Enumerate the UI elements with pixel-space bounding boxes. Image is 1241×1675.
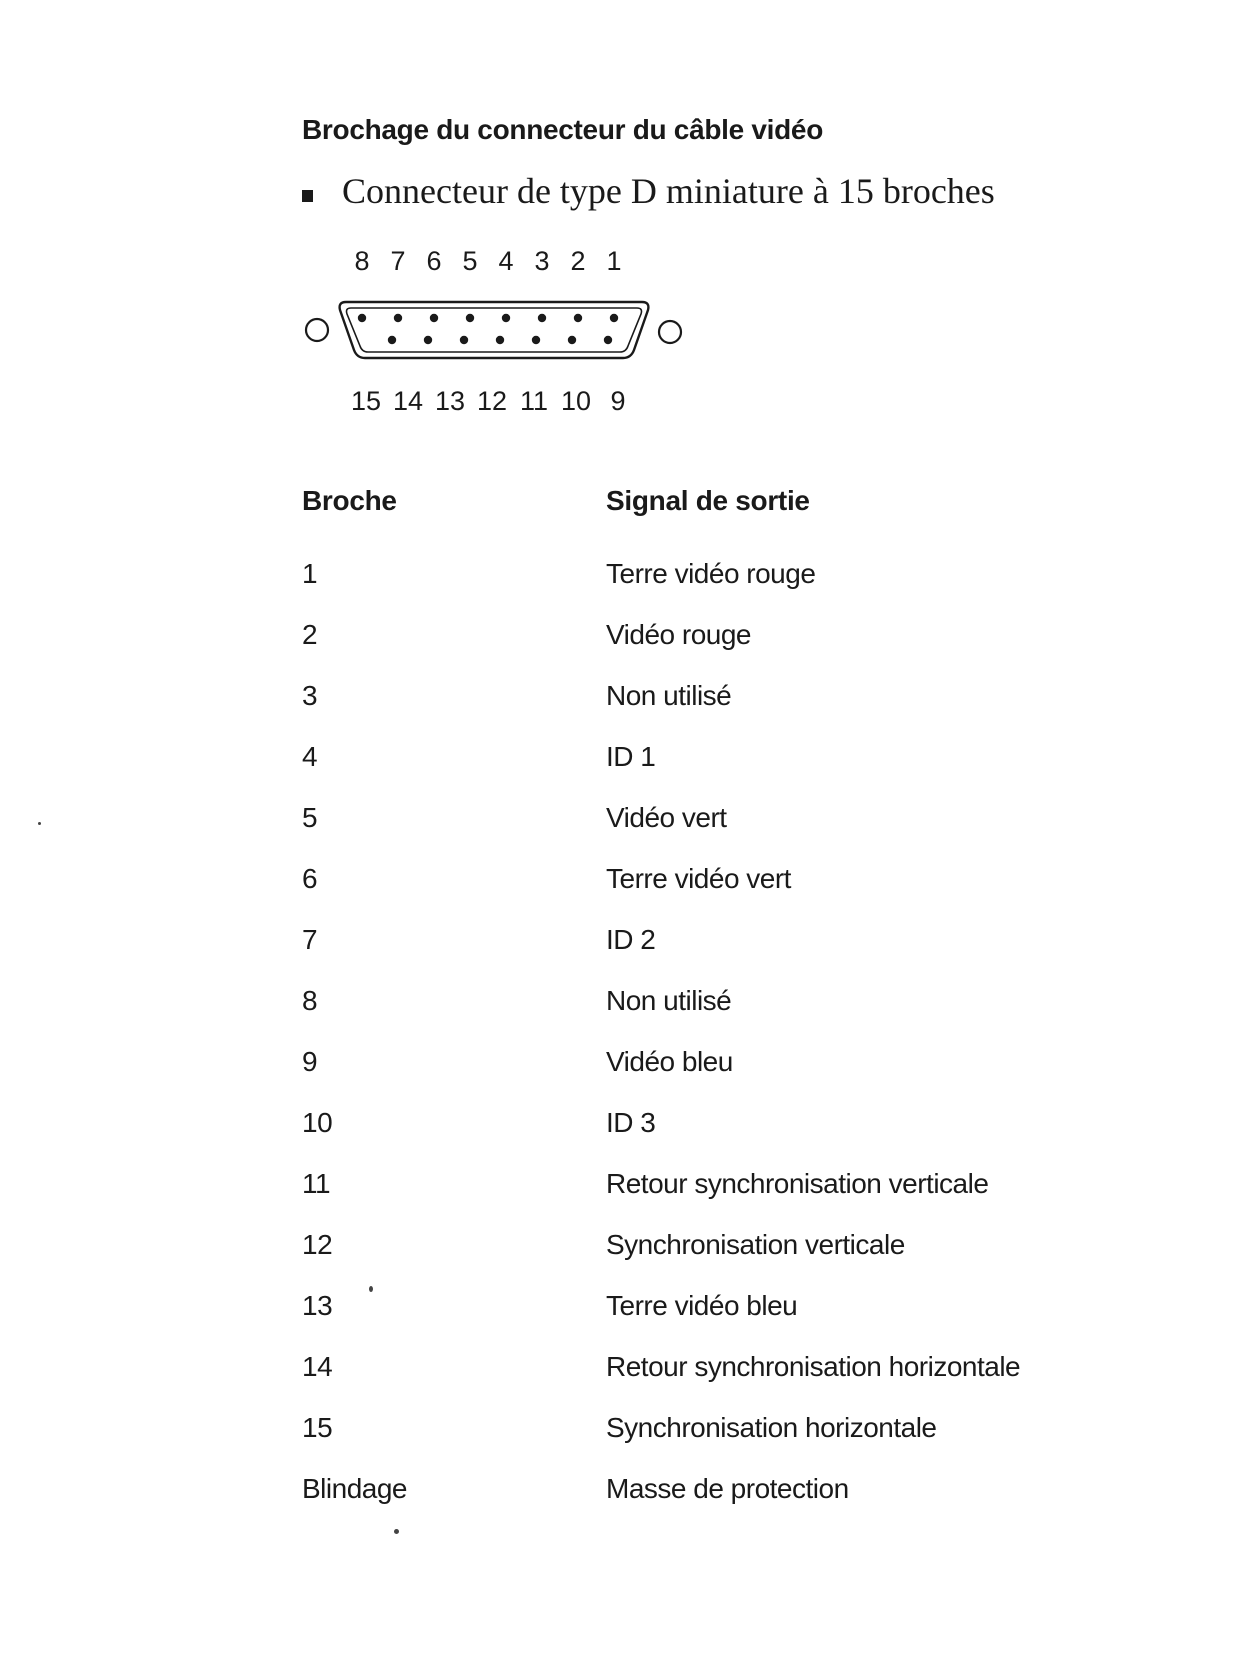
scan-speck xyxy=(394,1529,399,1534)
bottom-pin-label: 10 xyxy=(560,386,592,416)
table-row xyxy=(0,741,1241,802)
pin-dot xyxy=(496,336,504,344)
table-row xyxy=(0,680,1241,741)
pin-number: 9 xyxy=(302,1046,318,1077)
table-row xyxy=(0,558,1241,619)
table-row xyxy=(0,863,1241,924)
signal-name: ID 1 xyxy=(606,741,656,772)
table-row xyxy=(0,1107,1241,1168)
signal-name: Retour synchronisation horizontale xyxy=(606,1351,1021,1382)
signal-name: Terre vidéo vert xyxy=(606,863,791,894)
pin-dot xyxy=(538,314,546,322)
pin-dot xyxy=(568,336,576,344)
top-pin-label: 2 xyxy=(570,246,586,276)
signal-name: Vidéo bleu xyxy=(606,1046,733,1077)
pin-dot xyxy=(466,314,474,322)
pin-dot xyxy=(610,314,618,322)
pin-number: 12 xyxy=(302,1229,333,1260)
connector-shell-inner xyxy=(347,308,642,352)
signal-name: Vidéo rouge xyxy=(606,619,751,650)
bottom-pin-label: 12 xyxy=(476,386,508,416)
pin-number: 15 xyxy=(302,1412,333,1443)
connector-type-text: Connecteur de type D miniature à 15 broches xyxy=(342,171,995,211)
db15-connector-diagram xyxy=(300,240,700,425)
signal-name: Synchronisation verticale xyxy=(606,1229,905,1260)
pin-dot xyxy=(394,314,402,322)
connector-shell-outer xyxy=(340,302,649,358)
bottom-pin-label: 15 xyxy=(350,386,382,416)
signal-name: Terre vidéo bleu xyxy=(606,1290,798,1321)
top-pin-label: 4 xyxy=(498,246,514,276)
bottom-pin-label: 13 xyxy=(434,386,466,416)
top-pin-label: 1 xyxy=(606,246,622,276)
table-row xyxy=(0,1290,1241,1351)
table-row xyxy=(0,985,1241,1046)
bottom-pin-labels xyxy=(351,386,626,416)
pin-number: Blindage xyxy=(302,1473,407,1504)
pin-number: 13 xyxy=(302,1290,333,1321)
bottom-pin-label: 9 xyxy=(610,386,626,416)
pinout-table-body xyxy=(0,558,1241,1534)
signal-name: Non utilisé xyxy=(606,985,732,1016)
bullet-square-icon xyxy=(302,190,313,202)
signal-name: Non utilisé xyxy=(606,680,732,711)
pin-dot xyxy=(424,336,432,344)
table-row xyxy=(0,619,1241,680)
top-pin-label: 7 xyxy=(390,246,406,276)
right-mounting-hole-icon xyxy=(659,321,681,343)
pin-dot xyxy=(430,314,438,322)
table-row xyxy=(0,1473,1241,1534)
column-header-signal: Signal de sortie xyxy=(606,485,810,516)
pin-dot xyxy=(502,314,510,322)
left-mounting-hole-icon xyxy=(306,319,328,341)
top-pin-label: 5 xyxy=(462,246,478,276)
pin-dot xyxy=(604,336,612,344)
bottom-pin-label: 11 xyxy=(519,386,549,416)
table-row xyxy=(0,1229,1241,1290)
bottom-pin-label: 14 xyxy=(392,386,424,416)
pin-number: 7 xyxy=(302,924,318,955)
signal-name: Retour synchronisation verticale xyxy=(606,1168,989,1199)
signal-name: Terre vidéo rouge xyxy=(606,558,816,589)
table-row xyxy=(0,1046,1241,1107)
pin-number: 8 xyxy=(302,985,318,1016)
page-title: Brochage du connecteur du câble vidéo xyxy=(302,114,824,145)
pin-dot xyxy=(574,314,582,322)
pin-number: 6 xyxy=(302,863,318,894)
pin-number: 4 xyxy=(302,741,318,772)
pin-number: 3 xyxy=(302,680,318,711)
pin-number: 2 xyxy=(302,619,318,650)
top-pin-label: 3 xyxy=(534,246,550,276)
scan-speck xyxy=(38,822,41,825)
top-pin-labels xyxy=(354,246,621,276)
table-row xyxy=(0,802,1241,863)
scan-speck xyxy=(369,1286,373,1292)
pin-dot xyxy=(460,336,468,344)
pin-dot xyxy=(358,314,366,322)
connector-pins xyxy=(358,314,618,344)
pin-number: 1 xyxy=(302,558,318,589)
pin-number: 11 xyxy=(302,1168,331,1199)
signal-name: ID 2 xyxy=(606,924,656,955)
pin-number: 10 xyxy=(302,1107,333,1138)
pin-number: 5 xyxy=(302,802,318,833)
top-pin-label: 6 xyxy=(426,246,442,276)
signal-name: Vidéo vert xyxy=(606,802,727,833)
table-row xyxy=(0,1168,1241,1229)
signal-name: ID 3 xyxy=(606,1107,656,1138)
column-header-pin: Broche xyxy=(302,485,397,516)
signal-name: Masse de protection xyxy=(606,1473,849,1504)
pin-dot xyxy=(388,336,396,344)
pin-number: 14 xyxy=(302,1351,333,1382)
table-row xyxy=(0,1351,1241,1412)
top-pin-label: 8 xyxy=(354,246,370,276)
table-row xyxy=(0,924,1241,985)
table-row xyxy=(0,1412,1241,1473)
signal-name: Synchronisation horizontale xyxy=(606,1412,937,1443)
pin-dot xyxy=(532,336,540,344)
